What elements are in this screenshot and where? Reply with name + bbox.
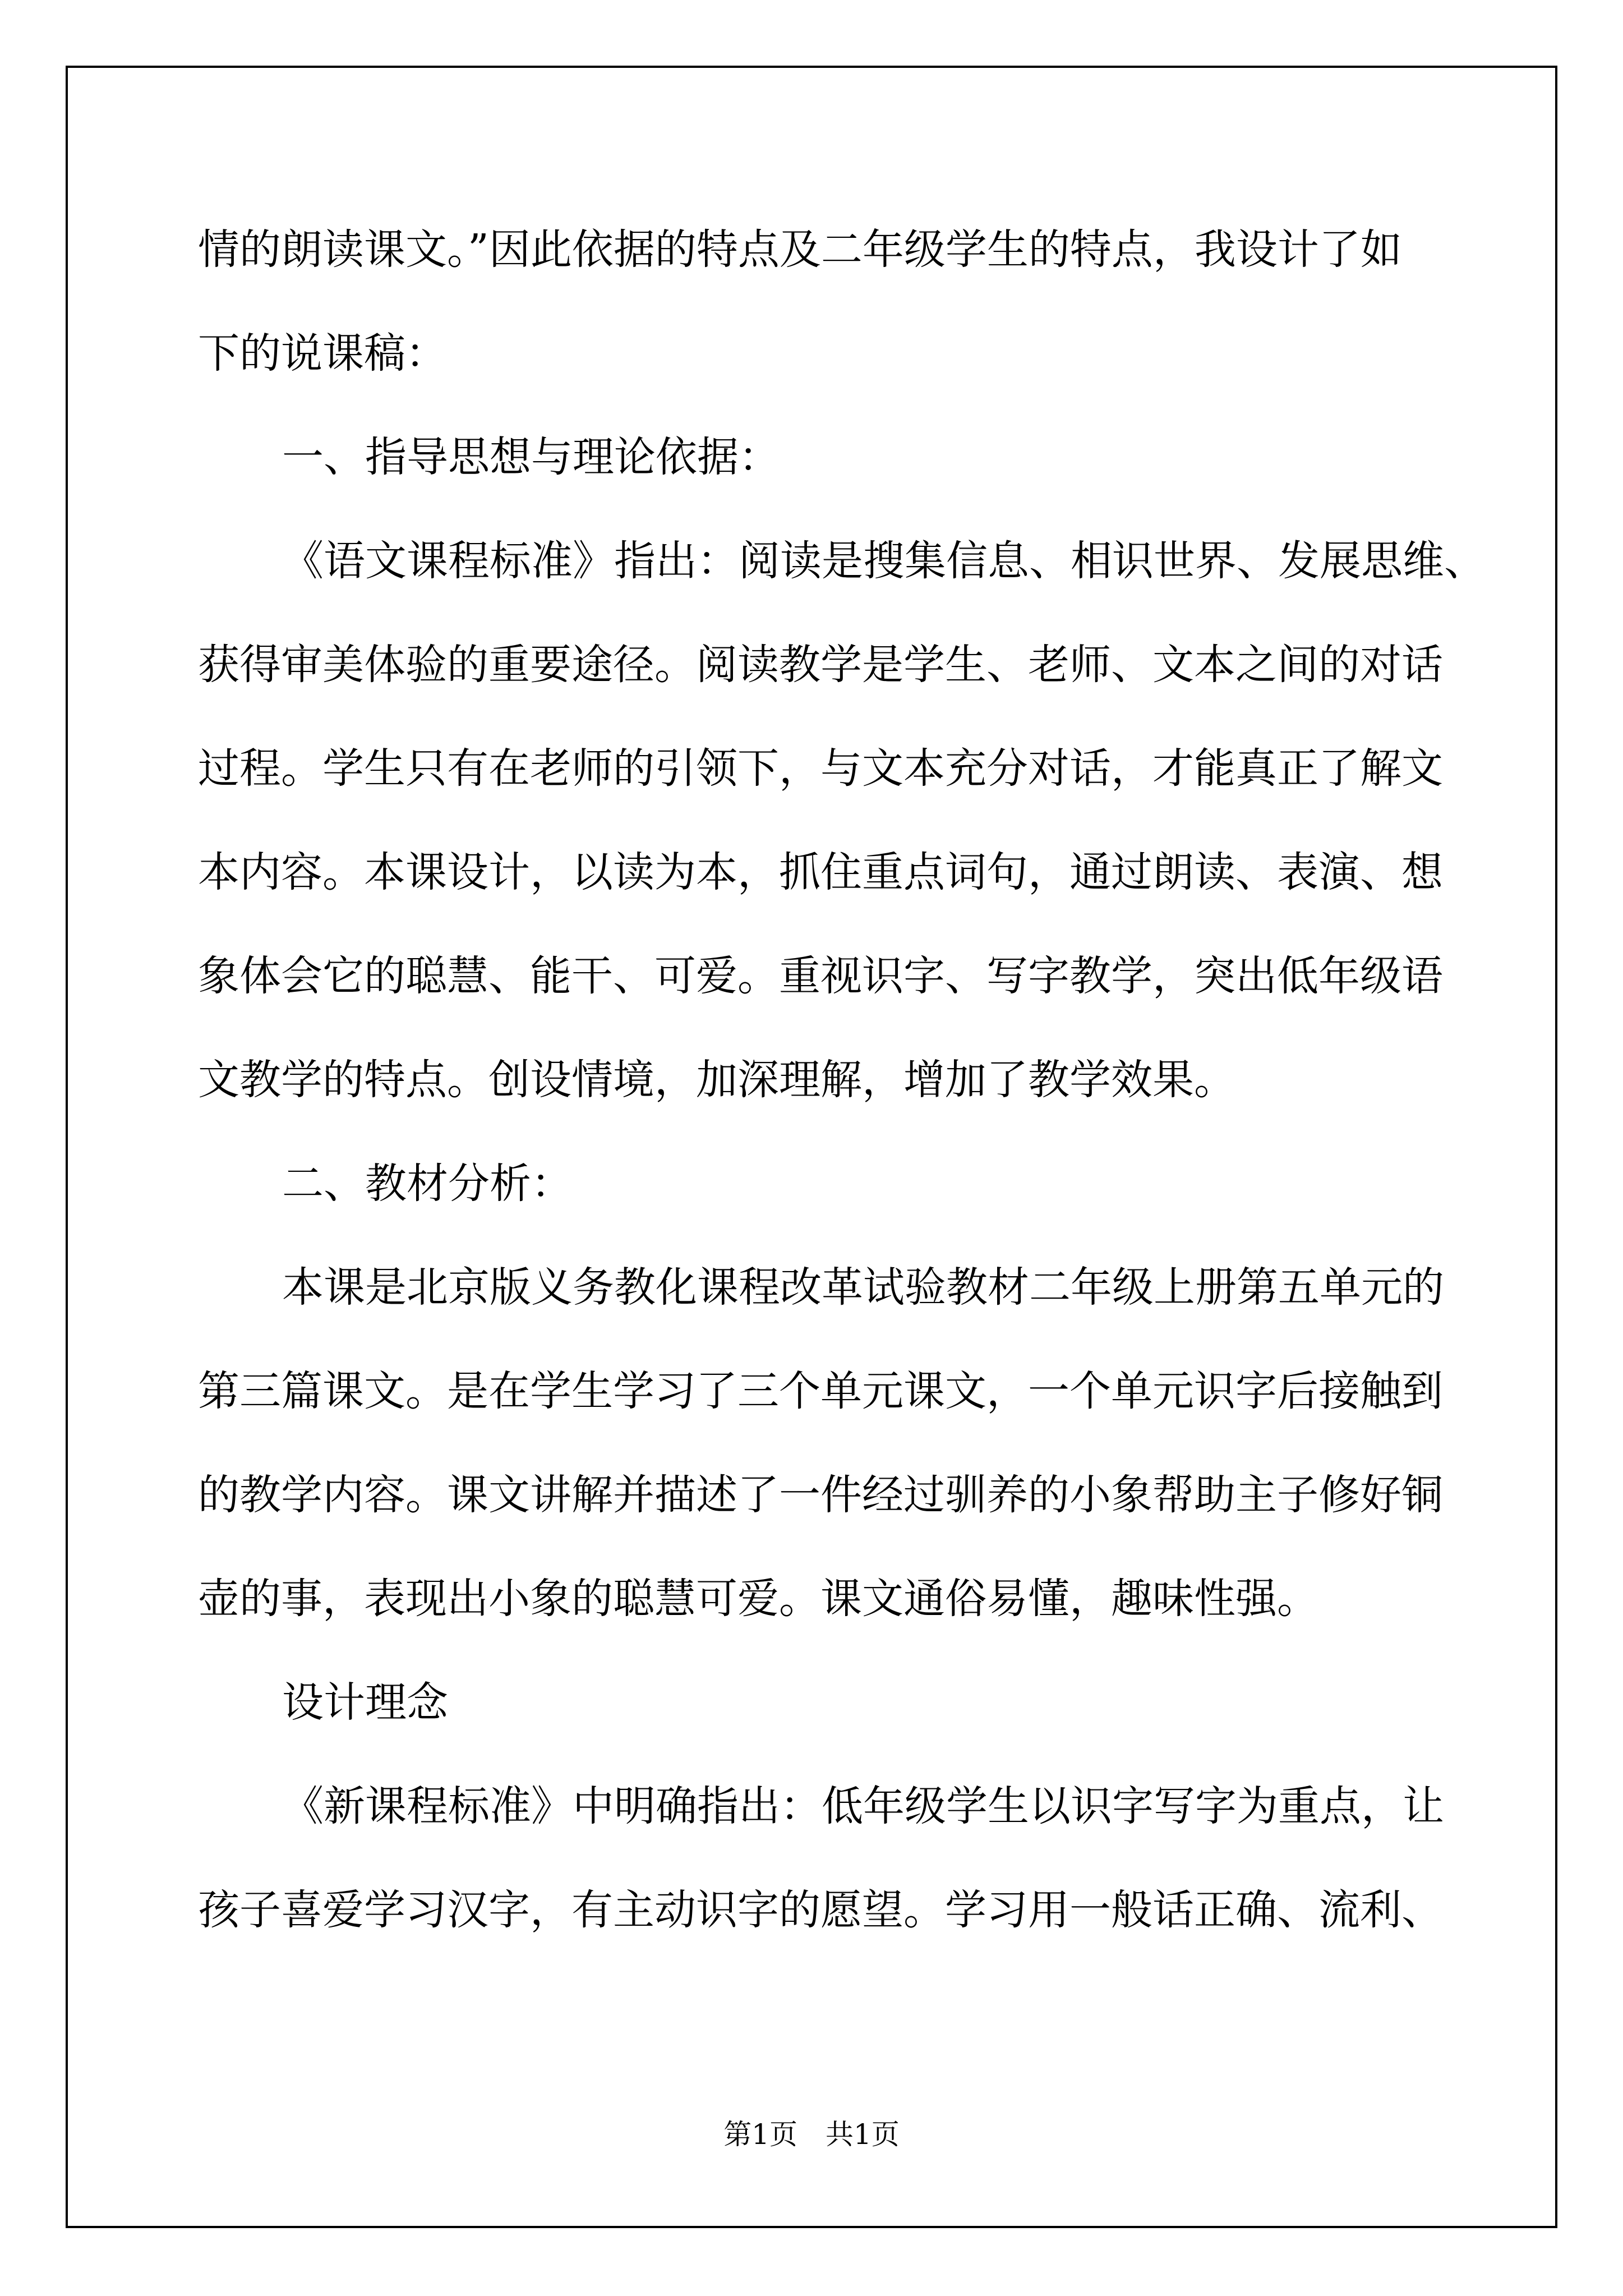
section-heading-2: 二、教材分析： [282, 1159, 573, 1208]
body-line-12: 第三篇课文。是在学生学习了三个单元课文，一个单元识字后接触到 [198, 1367, 1443, 1415]
body-line-4: 《语文课程标准》指出：阅读是搜集信息、相识世界、发展思维、 [282, 537, 1486, 585]
section-heading-1: 一、指导思想与理论依据： [282, 433, 780, 481]
body-line-6: 过程。学生只有在老师的引领下，与文本充分对话，才能真正了解文 [198, 744, 1443, 793]
body-line-9: 文教学的特点。创设情境，加深理解，增加了教学效果。 [198, 1056, 1235, 1104]
body-line-8: 象体会它的聪慧、能干、可爱。重视识字、写字教学，突出低年级语 [198, 952, 1443, 1000]
body-line-2: 下的说课稿： [198, 329, 447, 378]
page-number-footer: 第1页 共1页 [723, 2118, 900, 2151]
body-line-7: 本内容。本课设计，以读为本，抓住重点词句，通过朗读、表演、想 [198, 848, 1443, 896]
section-heading-3: 设计理念 [282, 1678, 448, 1727]
body-line-17: 孩子喜爱学习汉字，有主动识字的愿望。学习用一般话正确、流利、 [198, 1886, 1443, 1934]
body-line-5: 获得审美体验的重要途径。阅读教学是学生、老师、文本之间的对话 [198, 641, 1443, 689]
body-line-14: 壶的事，表现出小象的聪慧可爱。课文通俗易懂，趣味性强。 [198, 1575, 1318, 1623]
body-line-11: 本课是北京版义务教化课程改革试验教材二年级上册第五单元的 [282, 1263, 1444, 1312]
body-line-1: 情的朗读课文。”因此依据的特点及二年级学生的特点，我设计了如 [198, 226, 1402, 274]
body-line-16: 《新课程标准》中明确指出：低年级学生以识字写字为重点，让 [282, 1782, 1444, 1830]
body-line-13: 的教学内容。课文讲解并描述了一件经过驯养的小象帮助主子修好铜 [198, 1471, 1443, 1519]
